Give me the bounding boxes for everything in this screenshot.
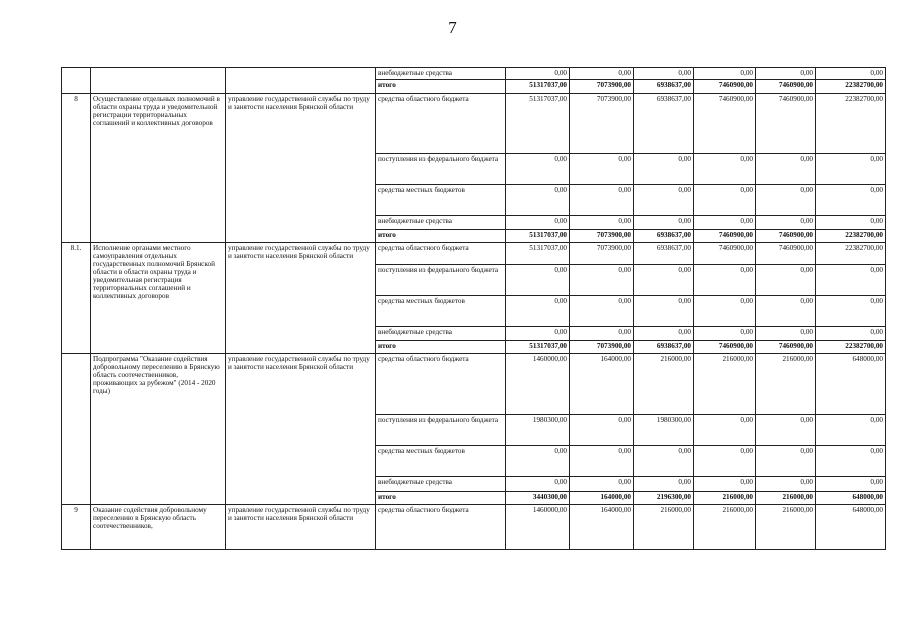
amount-cell: 0,00 (634, 477, 694, 492)
table-row (62, 243, 886, 265)
amount-cell: 0,00 (634, 296, 694, 327)
item-executor: управление государственной службы по труду и занятости населения Брянской области (226, 505, 376, 550)
amount-cell: 0,00 (694, 68, 756, 80)
amount-cell: 0,00 (506, 265, 570, 296)
item-name: Осуществление отдельных полномочий в области охраны труда и уведомительной регистрации территориальных соглашений и коллективных договоров (91, 94, 226, 243)
funding-source: итого (376, 80, 506, 94)
funding-source: внебюджетные средства (376, 477, 506, 492)
item-executor: управление государственной службы по труду и занятости населения Брянской области (226, 243, 376, 354)
amount-cell: 51317037,00 (506, 243, 570, 265)
amount-cell: 216000,00 (756, 505, 816, 550)
amount-cell: 0,00 (756, 327, 816, 341)
funding-source: средства областного бюджета (376, 354, 506, 415)
item-executor: управление государственной службы по труду и занятости населения Брянской области (226, 354, 376, 505)
amount-cell: 0,00 (756, 185, 816, 216)
amount-cell: 164000,00 (570, 492, 634, 505)
amount-cell: 22382700,00 (816, 341, 886, 354)
amount-cell: 7460900,00 (694, 230, 756, 243)
amount-cell: 0,00 (634, 68, 694, 80)
amount-cell: 7073900,00 (570, 230, 634, 243)
amount-cell: 0,00 (816, 68, 886, 80)
table-row (62, 354, 886, 415)
amount-cell: 0,00 (816, 327, 886, 341)
amount-cell: 648000,00 (816, 492, 886, 505)
amount-cell: 0,00 (816, 185, 886, 216)
amount-cell: 6938637,00 (634, 94, 694, 154)
item-name: Подпрограмма "Оказание содействия добровольному переселению в Брянскую область соотечественников, проживающих за рубежом" (2014 - 2020 годы) (91, 354, 226, 505)
amount-cell: 1980300,00 (506, 415, 570, 446)
amount-cell: 164000,00 (570, 505, 634, 550)
amount-cell: 216000,00 (756, 354, 816, 415)
funding-source: средства областного бюджета (376, 94, 506, 154)
amount-cell: 0,00 (570, 216, 634, 230)
amount-cell: 0,00 (816, 446, 886, 477)
amount-cell: 0,00 (634, 446, 694, 477)
amount-cell: 0,00 (756, 477, 816, 492)
amount-cell: 0,00 (694, 446, 756, 477)
amount-cell: 7460900,00 (694, 341, 756, 354)
amount-cell: 7460900,00 (694, 243, 756, 265)
amount-cell: 216000,00 (694, 354, 756, 415)
amount-cell: 51317037,00 (506, 80, 570, 94)
amount-cell: 0,00 (694, 296, 756, 327)
budget-table (61, 67, 886, 550)
funding-source: средства областного бюджета (376, 243, 506, 265)
amount-cell: 0,00 (570, 477, 634, 492)
funding-source: средства местных бюджетов (376, 185, 506, 216)
amount-cell: 216000,00 (634, 505, 694, 550)
amount-cell: 7460900,00 (756, 243, 816, 265)
amount-cell: 7073900,00 (570, 80, 634, 94)
amount-cell: 0,00 (756, 154, 816, 185)
funding-source: итого (376, 492, 506, 505)
amount-cell: 0,00 (756, 415, 816, 446)
amount-cell: 0,00 (816, 477, 886, 492)
funding-source: внебюджетные средства (376, 216, 506, 230)
amount-cell: 7460900,00 (756, 341, 816, 354)
amount-cell: 0,00 (570, 296, 634, 327)
amount-cell: 7460900,00 (694, 94, 756, 154)
amount-cell: 51317037,00 (506, 230, 570, 243)
amount-cell: 0,00 (506, 185, 570, 216)
amount-cell: 7460900,00 (756, 80, 816, 94)
amount-cell: 0,00 (694, 415, 756, 446)
item-name (91, 68, 226, 94)
amount-cell: 164000,00 (570, 354, 634, 415)
item-number: 8 (62, 94, 91, 243)
amount-cell: 7073900,00 (570, 341, 634, 354)
amount-cell: 0,00 (694, 185, 756, 216)
amount-cell: 7460900,00 (694, 80, 756, 94)
amount-cell: 0,00 (570, 446, 634, 477)
amount-cell: 0,00 (816, 265, 886, 296)
item-name: Оказание содействия добровольному переселению в Брянскую область соотечественников, (91, 505, 226, 550)
amount-cell: 0,00 (570, 185, 634, 216)
item-executor: управление государственной службы по труду и занятости населения Брянской области (226, 94, 376, 243)
table-row (62, 94, 886, 154)
item-number (62, 68, 91, 94)
amount-cell: 0,00 (506, 154, 570, 185)
amount-cell: 6938637,00 (634, 80, 694, 94)
amount-cell: 51317037,00 (506, 94, 570, 154)
amount-cell: 51317037,00 (506, 341, 570, 354)
amount-cell: 6938637,00 (634, 243, 694, 265)
amount-cell: 0,00 (756, 446, 816, 477)
item-number (62, 354, 91, 505)
amount-cell: 6938637,00 (634, 341, 694, 354)
amount-cell: 216000,00 (756, 492, 816, 505)
funding-source: поступления из федерального бюджета (376, 265, 506, 296)
funding-source: итого (376, 230, 506, 243)
amount-cell: 7073900,00 (570, 94, 634, 154)
funding-source: внебюджетные средства (376, 68, 506, 80)
amount-cell: 0,00 (816, 154, 886, 185)
amount-cell: 0,00 (506, 68, 570, 80)
amount-cell: 0,00 (570, 415, 634, 446)
amount-cell: 0,00 (570, 154, 634, 185)
amount-cell: 3440300,00 (506, 492, 570, 505)
amount-cell: 1460000,00 (506, 505, 570, 550)
amount-cell: 0,00 (506, 296, 570, 327)
item-name: Исполнение органами местного самоуправления отдельных государственных полномочий Брянской области в области охраны труда и уведомительная регистрация территориальных соглашений и коллективных договоров (91, 243, 226, 354)
amount-cell: 216000,00 (694, 505, 756, 550)
amount-cell: 0,00 (634, 216, 694, 230)
amount-cell: 22382700,00 (816, 243, 886, 265)
amount-cell: 1460000,00 (506, 354, 570, 415)
amount-cell: 0,00 (634, 265, 694, 296)
amount-cell: 0,00 (506, 327, 570, 341)
table-row (62, 68, 886, 80)
funding-source: внебюджетные средства (376, 327, 506, 341)
amount-cell: 648000,00 (816, 505, 886, 550)
amount-cell: 7460900,00 (756, 230, 816, 243)
amount-cell: 6938637,00 (634, 230, 694, 243)
amount-cell: 22382700,00 (816, 230, 886, 243)
funding-source: поступления из федерального бюджета (376, 415, 506, 446)
funding-source: средства местных бюджетов (376, 296, 506, 327)
item-number: 9 (62, 505, 91, 550)
amount-cell: 0,00 (756, 68, 816, 80)
item-number: 8.1. (62, 243, 91, 354)
amount-cell: 0,00 (694, 216, 756, 230)
funding-source: итого (376, 341, 506, 354)
amount-cell: 0,00 (634, 327, 694, 341)
amount-cell: 0,00 (634, 185, 694, 216)
amount-cell: 0,00 (756, 216, 816, 230)
amount-cell: 0,00 (570, 265, 634, 296)
amount-cell: 22382700,00 (816, 94, 886, 154)
amount-cell: 0,00 (816, 415, 886, 446)
item-executor (226, 68, 376, 94)
amount-cell: 216000,00 (694, 492, 756, 505)
amount-cell: 7073900,00 (570, 243, 634, 265)
table-row (62, 505, 886, 550)
amount-cell: 0,00 (694, 327, 756, 341)
amount-cell: 0,00 (506, 216, 570, 230)
amount-cell: 1980300,00 (634, 415, 694, 446)
amount-cell: 648000,00 (816, 354, 886, 415)
amount-cell: 216000,00 (634, 354, 694, 415)
amount-cell: 0,00 (634, 154, 694, 185)
amount-cell: 0,00 (756, 265, 816, 296)
amount-cell: 0,00 (506, 446, 570, 477)
amount-cell: 7460900,00 (756, 94, 816, 154)
amount-cell: 0,00 (570, 327, 634, 341)
amount-cell: 0,00 (816, 296, 886, 327)
amount-cell: 0,00 (694, 265, 756, 296)
funding-source: средства областного бюджета (376, 505, 506, 550)
amount-cell: 22382700,00 (816, 80, 886, 94)
funding-source: средства местных бюджетов (376, 446, 506, 477)
amount-cell: 0,00 (694, 477, 756, 492)
amount-cell: 0,00 (816, 216, 886, 230)
amount-cell: 0,00 (570, 68, 634, 80)
amount-cell: 0,00 (756, 296, 816, 327)
amount-cell: 0,00 (506, 477, 570, 492)
amount-cell: 0,00 (694, 154, 756, 185)
page-number: 7 (448, 18, 457, 37)
funding-source: поступления из федерального бюджета (376, 154, 506, 185)
amount-cell: 2196300,00 (634, 492, 694, 505)
